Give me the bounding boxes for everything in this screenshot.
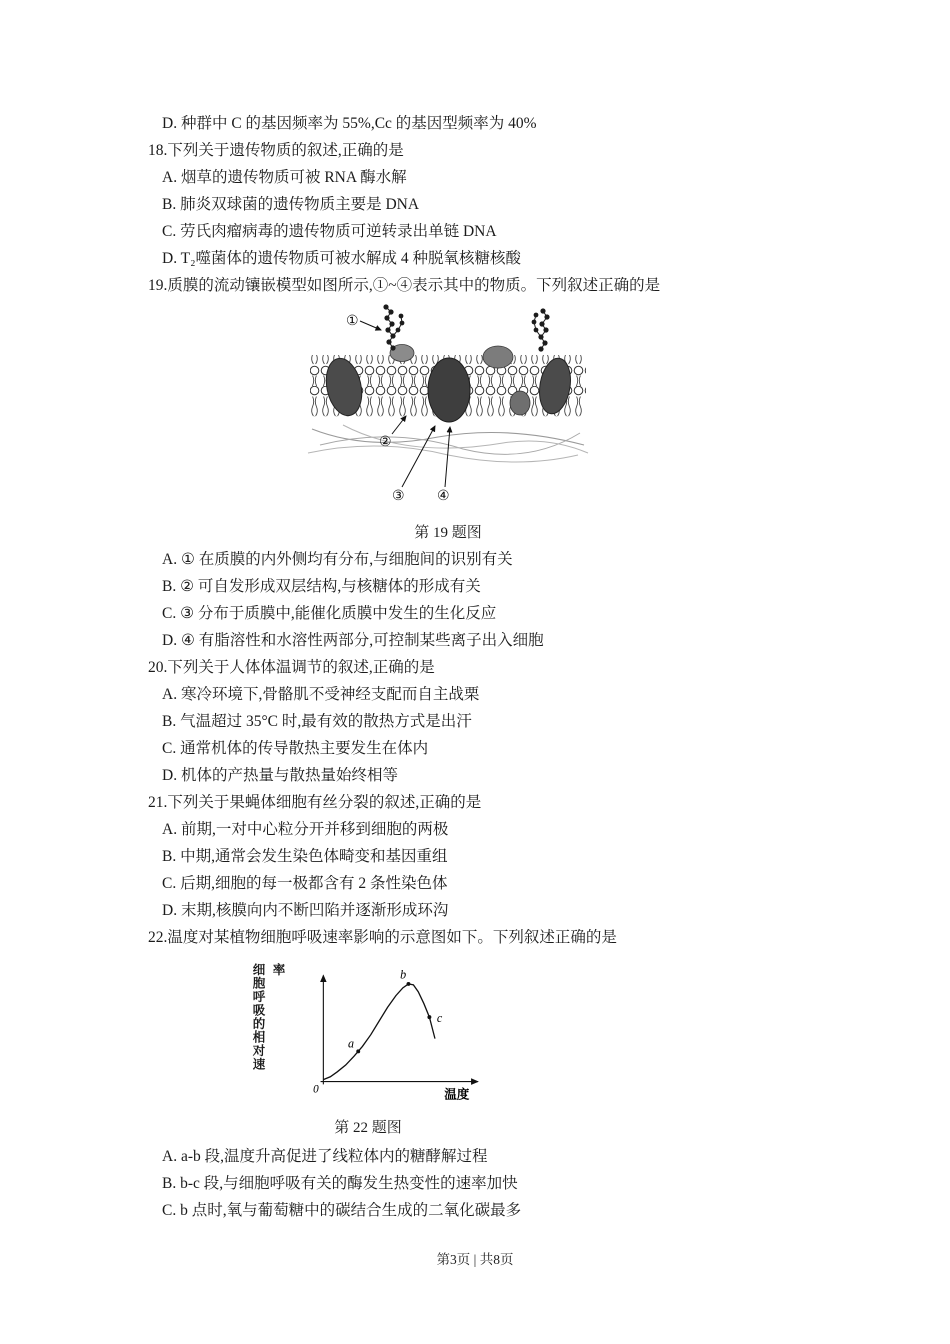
q20-option-a: A. 寒冷环境下,骨骼肌不受神经支配而自主战栗: [162, 686, 480, 703]
q22-option-b: B. b-c 段,与细胞呼吸有关的酶发生热变性的速率加快: [162, 1175, 518, 1192]
q18-option-b: B. 肺炎双球菌的遗传物质主要是 DNA: [162, 196, 420, 213]
point-a-label: a: [348, 1036, 355, 1051]
q22-figure-caption: 第 22 题图: [334, 1120, 402, 1136]
q21-option-c: C. 后期,细胞的每一极都含有 2 条性染色体: [162, 875, 448, 892]
q18-option-d: D. T₂噬菌体的遗传物质可被水解成 4 种脱氧核糖核酸: [162, 250, 522, 267]
label-1-circled: ①: [346, 314, 359, 329]
q22-figure: [248, 957, 488, 1141]
respiration-rate-chart: [288, 957, 488, 1115]
membrane-diagram: [298, 303, 598, 515]
point-b-label: b: [400, 967, 407, 982]
q18-option-a: A. 烟草的遗传物质可被 RNA 酶水解: [162, 169, 407, 186]
q20-stem: 20.下列关于人体体温调节的叙述,正确的是: [148, 659, 435, 676]
q19-option-c: C. ③ 分布于质膜中,能催化质膜中发生的生化反应: [162, 605, 497, 622]
q20-option-b: B. 气温超过 35°C 时,最有效的散热方式是出汗: [162, 713, 472, 730]
q21-option-a: A. 前期,一对中心粒分开并移到细胞的两极: [162, 821, 449, 838]
q19-option-a: A. ① 在质膜的内外侧均有分布,与细胞间的识别有关: [162, 551, 513, 568]
carbohydrate-chains: [383, 304, 549, 351]
label-4-circled: ④: [437, 489, 450, 504]
q19-stem: 19.质膜的流动镶嵌模型如图所示,①~④表示其中的物质。下列叙述正确的是: [148, 277, 661, 294]
q19-option-d: D. ④ 有脂溶性和水溶性两部分,可控制某些离子出入细胞: [162, 632, 544, 649]
q18-option-c: C. 劳氏肉瘤病毒的遗传物质可逆转录出单链 DNA: [162, 223, 497, 240]
q17-option-d: D. 种群中 C 的基因频率为 55%,Cc 的基因型频率为 40%: [162, 115, 537, 132]
label-2-circled: ②: [379, 435, 392, 450]
page-footer: 第3页 | 共8页: [436, 1252, 514, 1267]
q19-option-b: B. ② 可自发形成双层结构,与核糖体的形成有关: [162, 578, 481, 595]
q22-stem: 22.温度对某植物细胞呼吸速率影响的示意图如下。下列叙述正确的是: [148, 929, 617, 946]
respiration-curve: [323, 984, 435, 1080]
q19-figure: [298, 303, 598, 546]
point-c-label: c: [436, 1010, 443, 1025]
q21-stem: 21.下列关于果蝇体细胞有丝分裂的叙述,正确的是: [148, 794, 482, 811]
q22-chart: [248, 957, 488, 1115]
point-c-dot: [427, 1015, 431, 1019]
q19-figure-caption: 第 19 题图: [414, 525, 482, 541]
point-a-dot: [356, 1049, 360, 1053]
y-axis-label: 细胞呼吸的相对速率: [251, 963, 285, 1071]
q21-option-b: B. 中期,通常会发生染色体畸变和基因重组: [162, 848, 448, 865]
q21-option-d: D. 末期,核膜向内不断凹陷并逐渐形成环沟: [162, 902, 449, 919]
point-b-dot: [407, 982, 411, 986]
q22-option-a: A. a-b 段,温度升高促进了线粒体内的糖酵解过程: [162, 1148, 488, 1165]
q20-option-d: D. 机体的产热量与散热量始终相等: [162, 767, 398, 784]
origin-label: 0: [313, 1083, 319, 1096]
q18-stem: 18.下列关于遗传物质的叙述,正确的是: [148, 142, 404, 159]
x-axis-label: 温度: [444, 1087, 470, 1102]
label-3-circled: ③: [392, 489, 405, 504]
q22-option-c: C. b 点时,氧与葡萄糖中的碳结合生成的二氧化碳最多: [162, 1202, 522, 1219]
q20-option-c: C. 通常机体的传导散热主要发生在体内: [162, 740, 429, 757]
